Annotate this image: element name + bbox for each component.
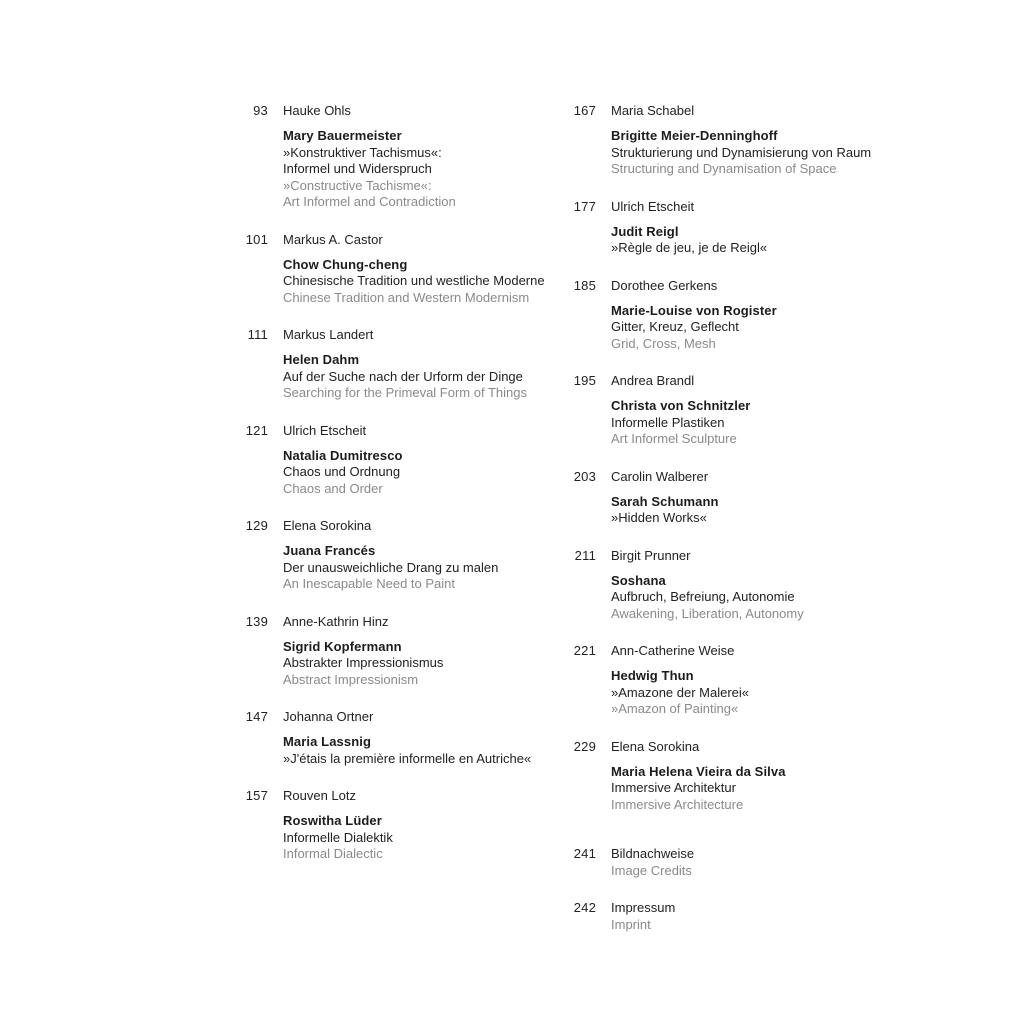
author-name: Dorothee Gerkens <box>611 277 718 293</box>
toc-column-left <box>238 103 550 884</box>
title-german: Der unausweichliche Drang zu malen <box>283 559 499 575</box>
entry-body <box>283 614 550 689</box>
page-number: 195 <box>573 373 596 388</box>
author-name: Markus Landert <box>283 327 374 342</box>
artist-name: Roswitha Lüder <box>283 813 382 828</box>
toc-entry <box>238 423 550 498</box>
page-number: 229 <box>573 738 596 754</box>
entry-title-block <box>283 639 550 689</box>
entry-body <box>283 232 550 307</box>
page-number: 203 <box>573 468 596 484</box>
author-name: Birgit Prunner <box>611 547 691 563</box>
author-name: Ulrich Etscheit <box>611 198 695 214</box>
artist-name: Christa von Schnitzler <box>611 398 751 413</box>
title-english: Structuring and Dynamisation of Space <box>611 161 837 176</box>
entry-body <box>611 278 886 353</box>
entry-title-block <box>283 734 550 767</box>
entry-body <box>611 739 886 814</box>
author-name: Ann-Catherine Weise <box>611 643 735 658</box>
entry-body <box>611 373 886 448</box>
artist-name: Sigrid Kopfermann <box>283 638 402 654</box>
page-number: 157 <box>245 788 268 803</box>
back-matter-title: Impressum <box>611 900 676 915</box>
title-german: »Amazone der Malerei« <box>611 684 750 700</box>
entry-body <box>611 846 886 879</box>
entry-body <box>611 643 886 718</box>
author-name: Carolin Walberer <box>611 468 709 484</box>
entry-title-block <box>611 398 886 448</box>
entry-body <box>611 103 886 178</box>
page-number: 185 <box>573 277 596 293</box>
page-number: 93 <box>253 103 268 118</box>
title-german: Auf der Suche nach der Urform der Dinge <box>283 368 523 384</box>
page-number: 211 <box>574 547 596 563</box>
back-matter-entry <box>566 900 886 933</box>
title-german: Abstrakter Impressionismus <box>283 655 444 670</box>
author-name: Anne-Kathrin Hinz <box>283 613 389 629</box>
title-english: Chinese Tradition and Western Modernism <box>283 289 530 305</box>
page-number: 101 <box>245 231 268 247</box>
artist-name: Soshana <box>611 572 666 588</box>
title-german: Immersive Architektur <box>611 780 736 795</box>
author-name: Markus A. Castor <box>283 231 383 247</box>
title-german: Chinesische Tradition und westliche Moderne <box>283 273 545 288</box>
back-matter-subtitle: Imprint <box>611 916 651 932</box>
title-english: »Constructive Tachisme«: <box>283 177 432 193</box>
title-english: »Amazon of Painting« <box>611 701 739 716</box>
title-english: Awakening, Liberation, Autonomy <box>611 605 804 621</box>
toc-entry <box>238 103 550 211</box>
toc-entry <box>238 327 550 402</box>
title-german: Informelle Dialektik <box>283 829 393 845</box>
title-german: Aufbruch, Befreiung, Autonomie <box>611 589 795 604</box>
page-number: 129 <box>245 518 268 533</box>
artist-name: Helen Dahm <box>283 352 360 367</box>
author-name: Johanna Ortner <box>283 709 374 724</box>
toc-entry <box>566 103 886 178</box>
toc-entry <box>238 232 550 307</box>
artist-name: Natalia Dumitresco <box>283 447 403 463</box>
author-name: Andrea Brandl <box>611 373 695 388</box>
entry-title-block <box>283 257 550 307</box>
artist-name: Maria Lassnig <box>283 734 371 749</box>
title-german: »J'étais la première informelle en Autriche« <box>283 750 532 766</box>
toc-entry <box>566 469 886 527</box>
entry-body <box>283 103 550 211</box>
title-german: Strukturierung und Dynamisierung von Raum <box>611 144 872 160</box>
entry-title-block <box>611 494 886 527</box>
entry-title-block <box>611 303 886 353</box>
entry-body <box>611 900 886 933</box>
title-english: Chaos and Order <box>283 480 383 496</box>
back-matter-entry <box>566 846 886 879</box>
entry-body <box>283 709 550 767</box>
author-name: Maria Schabel <box>611 103 695 118</box>
title-english: Immersive Architecture <box>611 796 744 812</box>
entry-body <box>611 548 886 623</box>
title-english: Art Informel Sculpture <box>611 431 737 446</box>
title-english: Art Informel and Contradiction <box>283 194 456 209</box>
page-number: 177 <box>573 198 596 214</box>
entry-title-block <box>283 543 550 593</box>
author-name: Hauke Ohls <box>283 103 351 118</box>
entry-title-block <box>611 224 886 257</box>
author-name: Elena Sorokina <box>283 518 372 533</box>
toc-entry <box>238 709 550 767</box>
entry-title-block <box>283 128 550 211</box>
toc-entry <box>238 614 550 689</box>
entry-title-block <box>283 813 550 863</box>
entry-body <box>283 518 550 593</box>
toc-column-right <box>566 103 886 954</box>
artist-name: Hedwig Thun <box>611 668 694 683</box>
entry-title-block <box>611 764 886 814</box>
title-english: Informal Dialectic <box>283 846 383 861</box>
title-german: »Règle de jeu, je de Reigl« <box>611 240 768 255</box>
title-german: Informelle Plastiken <box>611 414 725 430</box>
page-number: 147 <box>245 709 268 724</box>
entry-title-block <box>283 352 550 402</box>
entry-title-block <box>611 573 886 623</box>
page-number: 242 <box>573 900 596 915</box>
title-english: Searching for the Primeval Form of Things <box>283 385 527 400</box>
title-german: »Konstruktiver Tachismus«: <box>283 144 442 160</box>
page-number: 139 <box>245 613 268 629</box>
page-number: 121 <box>245 422 268 438</box>
toc-entry <box>566 373 886 448</box>
toc-entry <box>566 739 886 814</box>
toc-entry <box>238 518 550 593</box>
author-name: Elena Sorokina <box>611 738 700 754</box>
title-english: Abstract Impressionism <box>283 671 419 687</box>
author-name: Rouven Lotz <box>283 788 356 803</box>
toc-entry <box>566 643 886 718</box>
entry-body <box>283 788 550 863</box>
entry-body <box>283 423 550 498</box>
artist-name: Brigitte Meier-Denninghoff <box>611 128 778 143</box>
artist-name: Mary Bauermeister <box>283 128 402 143</box>
author-name: Ulrich Etscheit <box>283 422 367 438</box>
entry-title-block <box>283 448 550 498</box>
title-german: Informel und Widerspruch <box>283 161 432 176</box>
title-german: »Hidden Works« <box>611 510 707 525</box>
back-matter-title: Bildnachweise <box>611 846 695 861</box>
artist-name: Judit Reigl <box>611 223 679 239</box>
entry-title-block <box>611 128 886 178</box>
entry-body <box>611 199 886 257</box>
page-number: 167 <box>573 103 596 118</box>
artist-name: Sarah Schumann <box>611 493 719 509</box>
back-matter-subtitle: Image Credits <box>611 862 692 878</box>
toc-entry <box>566 199 886 257</box>
entry-body <box>283 327 550 402</box>
page-number: 241 <box>573 846 596 861</box>
toc-entry <box>566 548 886 623</box>
page-number: 221 <box>573 643 596 658</box>
artist-name: Juana Francés <box>283 543 376 558</box>
entry-title-block <box>611 668 886 718</box>
artist-name: Marie-Louise von Rogister <box>611 302 777 318</box>
entry-body <box>611 469 886 527</box>
title-german: Chaos und Ordnung <box>283 464 401 479</box>
title-german: Gitter, Kreuz, Geflecht <box>611 319 739 334</box>
toc-entry <box>566 278 886 353</box>
toc-entry <box>238 788 550 863</box>
title-english: An Inescapable Need to Paint <box>283 576 456 591</box>
artist-name: Chow Chung-cheng <box>283 256 408 272</box>
title-english: Grid, Cross, Mesh <box>611 335 716 351</box>
page-number: 111 <box>247 327 268 342</box>
artist-name: Maria Helena Vieira da Silva <box>611 763 786 779</box>
